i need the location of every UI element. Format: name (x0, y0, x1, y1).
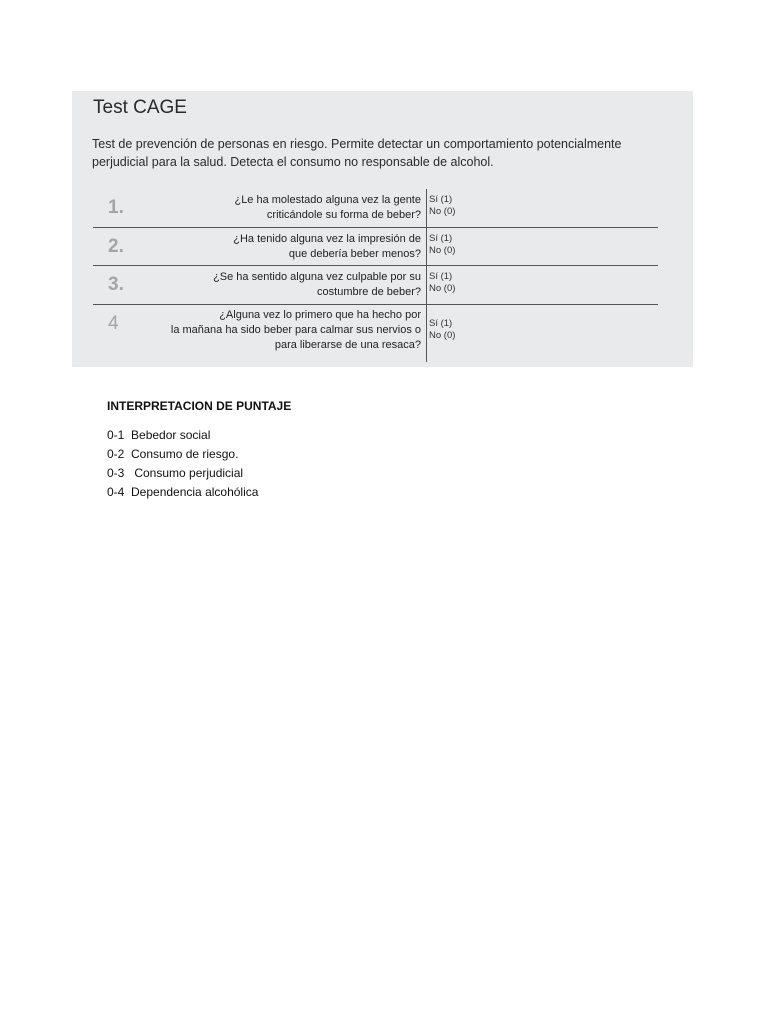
interpretation-heading: INTERPRETACION DE PUNTAJE (107, 399, 292, 413)
interpretation-item: 0-1 Bebedor social (107, 428, 211, 442)
option-yes: Sí (1) (429, 318, 453, 329)
column-divider (426, 266, 427, 304)
interpretation-item: 0-2 Consumo de riesgo. (107, 447, 239, 461)
option-yes: Sí (1) (429, 233, 453, 244)
option-yes: Sí (1) (429, 194, 453, 205)
column-divider (426, 228, 427, 265)
option-no: No (0) (429, 245, 456, 256)
column-divider (426, 189, 427, 227)
question-number: 3. (108, 274, 124, 295)
option-no: No (0) (429, 330, 456, 341)
interpretation-list (107, 426, 258, 502)
question-row (93, 305, 658, 362)
question-line: ¿Alguna vez lo primero que ha hecho por (219, 309, 421, 321)
question-number: 2. (108, 236, 124, 257)
question-text (101, 308, 421, 353)
question-number: 1. (108, 197, 124, 218)
question-line: ¿Ha tenido alguna vez la impresión de (233, 233, 421, 245)
question-text (121, 232, 421, 262)
answer-options (429, 318, 455, 342)
question-line: la mañana ha sido beber para calmar sus nervios o (170, 324, 421, 336)
option-no: No (0) (429, 206, 456, 217)
question-line: ¿Se ha sentido alguna vez culpable por su (213, 271, 421, 283)
interpretation-item: 0-4 Dependencia alcohólica (107, 485, 259, 499)
question-line: ¿Le ha molestado alguna vez la gente (234, 194, 421, 206)
question-row (93, 266, 658, 305)
question-line: que debería beber menos? (288, 248, 421, 260)
question-line: costumbre de beber? (317, 286, 421, 298)
cage-title: Test CAGE (93, 97, 187, 118)
question-number: 4 (108, 313, 119, 334)
option-no: No (0) (429, 283, 456, 294)
question-row (93, 228, 658, 266)
option-yes: Sí (1) (429, 271, 453, 282)
question-line: criticándole su forma de beber? (266, 209, 421, 221)
question-line: para liberarse de una resaca? (274, 339, 421, 351)
question-text (121, 193, 421, 223)
questions-table (93, 189, 658, 362)
interpretation-item: 0-3 Consumo perjudicial (107, 466, 244, 480)
question-row (93, 189, 658, 228)
question-text (121, 270, 421, 300)
cage-test-panel (72, 91, 693, 367)
answer-options (429, 233, 455, 257)
answer-options (429, 194, 455, 218)
answer-options (429, 271, 455, 295)
column-divider (426, 305, 427, 362)
cage-description: Test de prevención de personas en riesgo. Permite detectar un comportamiento potencialmente perjudicial para la salud. Detecta el consumo no responsable de alcohol. (92, 137, 622, 169)
